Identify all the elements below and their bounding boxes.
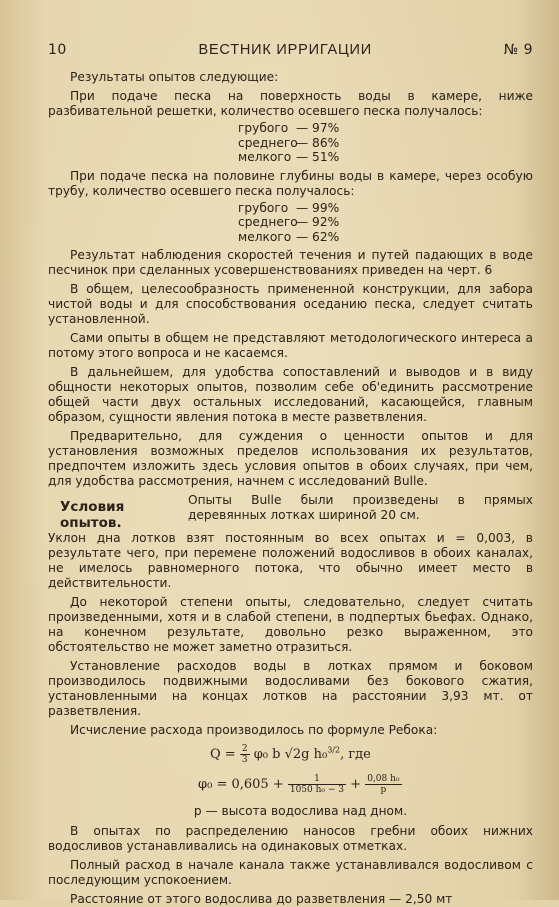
paragraph-distance: Расстояние от этого водослива до разветвления — 2,50 мт xyxy=(70,892,453,906)
paragraph-backwater: До некоторой степени опыты, следовательно, следует считать произведенными, хотя и в слабой степени, в подпертых бьефах. Однако, на конечном результате, довольно резко выраженном, это обстоятельство не может заметно отразиться. xyxy=(48,595,533,654)
list-item: среднего — 92% xyxy=(238,215,340,229)
paragraph-discharge-setup: Установление расходов воды в лотках прямом и боковом производилось подвижными водосливами без бокового сжатия, установленными на концах лотков на расстоянии 3,93 мт. от разветвления. xyxy=(48,659,533,718)
conditions-section xyxy=(48,493,533,531)
results-list-half-depth xyxy=(238,201,368,245)
list-item: грубого — 97% xyxy=(238,121,340,135)
formula-note: p — высота водослива над дном. xyxy=(193,804,408,818)
paragraph-bulle-side: Опыты Bulle были произведены в прямых деревянных лотках шириной 20 см. xyxy=(188,493,533,522)
journal-title: ВЕСТНИК ИРРИГАЦИИ xyxy=(198,42,372,58)
paragraph-full-discharge: Полный расход в начале канала также устанавливался водосливом с последующим успокоением. xyxy=(48,858,533,887)
paragraph-surface-feed: При подаче песка на поверхность воды в камере, ниже разбивательной решетки, количество осевшего песка получалось: xyxy=(48,89,533,118)
issue-number: № 9 xyxy=(503,42,533,58)
paragraph-method-note: Сами опыты в общем не представляют методологического интереса а потому этого вопроса и не касаемся. xyxy=(48,331,533,360)
paragraph-observation: Результат наблюдения скоростей течения и путей падающих в воде песчинок при сделанных усовершенствованиях приведен на черт. 6 xyxy=(48,248,533,277)
paragraph-results-intro: Результаты опытов следующие: xyxy=(70,70,279,84)
formula-phi-coefficient: φ₀ = 0,605 + $\frac{1}{\text{1050 h₀ − 3}}$ + $\frac{\text{0,08 h₀}}{p}$ xyxy=(198,774,400,795)
results-list-surface xyxy=(238,121,368,165)
paragraph-preliminary: Предварительно, для суждения о ценности опытов и для установления возможных пределов использования их результатов, предпочтем изложить здесь условия опытов в обоих случаях, при чем, для удобства рассмотрения, начнем с исследований Bulle. xyxy=(48,429,533,488)
list-item: грубого — 99% xyxy=(238,200,340,215)
paragraph-half-depth-feed: При подаче песка на половине глубины воды в камере, через особую трубу, количество осевшего песка получалось: xyxy=(48,168,533,198)
paragraph-formula-intro: Исчисление расхода производилось по формуле Ребока: xyxy=(70,723,438,737)
page-number: 10 xyxy=(48,42,67,58)
paragraph-conclusion: В общем, целесообразность примененной конструкции, для забора чистой воды и для способствования оседанию песка, следует считать установленной. xyxy=(48,282,533,326)
formula-rehbock-discharge: Q = $\frac{2}{3}$ φ₀ b √2g h₀$^{3/2}$, где xyxy=(210,744,371,765)
list-item: среднего — 86% xyxy=(238,135,340,150)
page-header xyxy=(48,42,533,58)
paragraph-combined-review: В дальнейшем, для удобства сопоставлений и выводов и в виду общности некоторых опытов, позволим себе об'единить рассмотрение общей части двух остальных исследований, касающейся, главным образом, сущности явления потока в месте разветвления. xyxy=(48,365,533,424)
paragraph-sediment-weirs: В опытах по распределению наносов гребни обоих нижних водосливов устанавливались на одинаковых отметках. xyxy=(48,824,533,853)
list-item: мелкого — 62% xyxy=(238,229,340,244)
paragraph-bulle-slope: Уклон дна лотков взят постоянным во всех опытах и = 0,003, в результате чего, при перемене положений водосливов в обоих каналах, не имелось равномерного потока, что обычно имеет место в действительности. xyxy=(48,531,533,590)
section-heading: Условия опытов. xyxy=(60,499,125,531)
list-item: мелкого — 51% xyxy=(238,150,340,164)
